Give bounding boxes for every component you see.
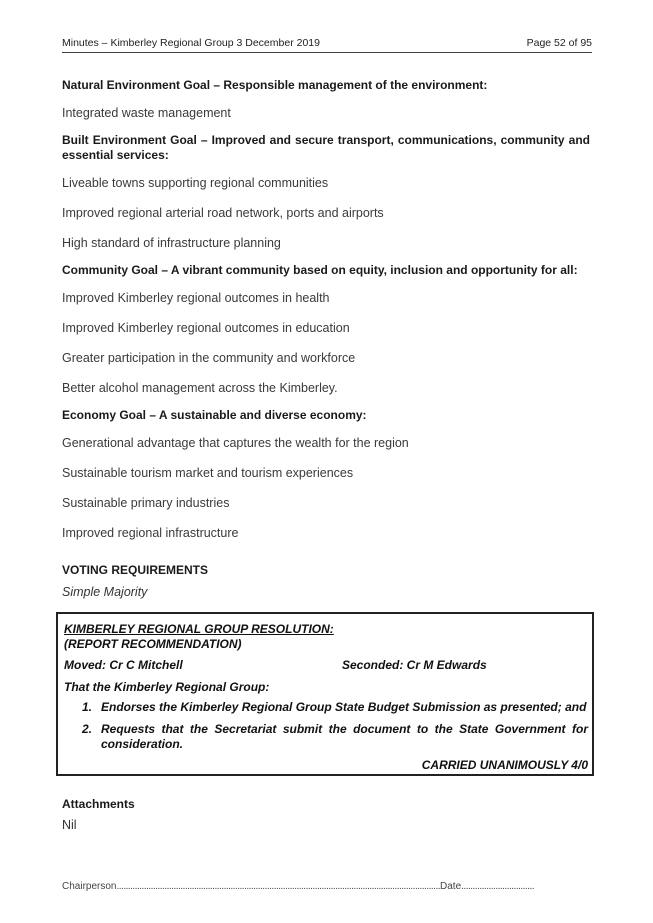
resolution-subtitle: (REPORT RECOMMENDATION) [64,637,242,651]
attachments-value: Nil [62,818,77,832]
resolution-item [58,722,588,752]
goal-item: Improved regional infrastructure [62,526,239,540]
date-line: ................................ [461,881,535,892]
item-text: Endorses the Kimberley Regional Group State Budget Submission as presented; and [101,700,587,714]
goal-item: Sustainable tourism market and tourism experiences [62,466,354,480]
chairperson-signature-line: .............................................................................................................................................. [116,881,441,892]
goal-heading: Natural Environment Goal – Responsible management of the environment: [62,78,488,92]
goal-heading: Community Goal – A vibrant community based on equity, inclusion and opportunity for all: [62,263,578,277]
goal-item: Improved regional arterial road network, ports and airports [62,206,384,220]
resolution-items [58,700,588,759]
goal-heading: Economy Goal – A sustainable and diverse economy: [62,408,367,422]
goal-heading: Built Environment Goal – Improved and secure transport, communications, community and essential services: [62,133,590,162]
page-header [62,37,592,53]
goal-item: Greater participation in the community and workforce [62,351,356,365]
signature-footer [62,881,534,892]
header-title: Minutes – Kimberley Regional Group 3 December 2019 [62,37,320,49]
goal-item: Generational advantage that captures the wealth for the region [62,436,409,450]
resolution-box [56,612,594,776]
item-text: Requests that the Secretariat submit the document to the State Government for consideration. [101,722,588,751]
goal-item: Integrated waste management [62,106,231,120]
resolution-item [58,700,588,715]
moved-by: Moved: Cr C Mitchell [64,658,183,672]
goal-item: Better alcohol management across the Kimberley. [62,381,338,395]
goal-item: Improved Kimberley regional outcomes in health [62,291,330,305]
goal-item: Liveable towns supporting regional communities [62,176,329,190]
goal-item: Sustainable primary industries [62,496,230,510]
date-label: Date [440,881,462,892]
page-number: Page 52 of 95 [526,37,592,49]
goal-item: Improved Kimberley regional outcomes in education [62,321,350,335]
vote-result: CARRIED UNANIMOUSLY 4/0 [421,758,588,772]
attachments-heading: Attachments [62,797,135,811]
item-number: 1. [82,700,93,714]
voting-requirements-heading: VOTING REQUIREMENTS [62,563,209,577]
goals-section [62,78,590,541]
chairperson-label: Chairperson [62,881,117,892]
resolution-intro: That the Kimberley Regional Group: [64,680,270,694]
resolution-title: KIMBERLEY REGIONAL GROUP RESOLUTION: [64,622,334,636]
seconded-by: Seconded: Cr M Edwards [342,658,487,672]
goal-item: High standard of infrastructure planning [62,236,281,250]
item-number: 2. [82,722,93,736]
voting-requirements-value: Simple Majority [62,585,148,599]
